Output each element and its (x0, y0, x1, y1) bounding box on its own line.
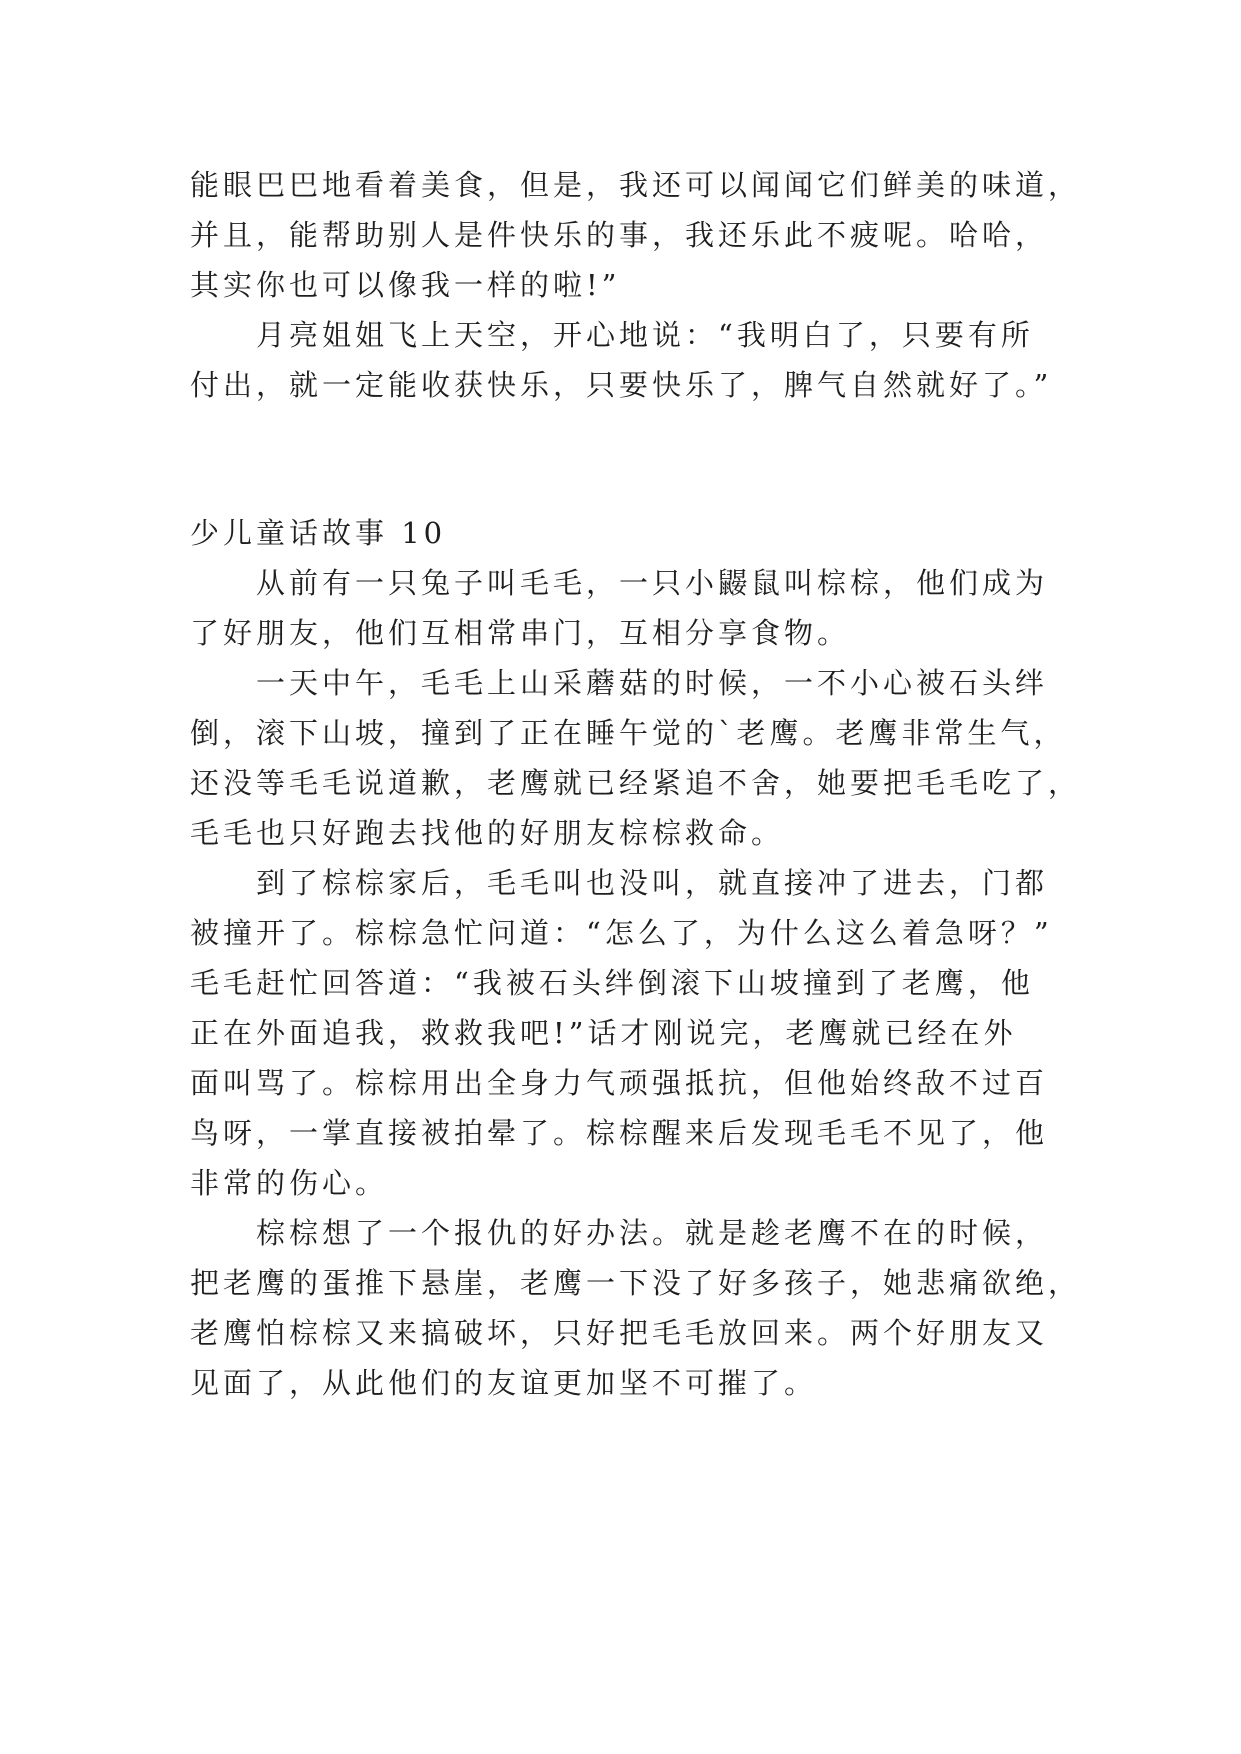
text-line: 老鹰怕棕棕又来搞破坏，只好把毛毛放回来。两个好朋友又 (190, 1316, 1049, 1350)
text-line: 付出，就一定能收获快乐，只要快乐了，脾气自然就好了。” (190, 368, 1053, 402)
story-body (190, 558, 1082, 1408)
text-line: 倒，滚下山坡，撞到了正在睡午觉的`老鹰。老鹰非常生气， (190, 716, 1067, 750)
text-line: 还没等毛毛说道歉，老鹰就已经紧追不舍，她要把毛毛吃了， (190, 766, 1082, 800)
text-line: 面叫骂了。棕棕用出全身力气顽强抵抗，但他始终敌不过百 (190, 1066, 1049, 1100)
text-line: 月亮姐姐飞上天空，开心地说：“我明白了，只要有所 (190, 318, 1034, 352)
text-line: 能眼巴巴地看着美食，但是，我还可以闻闻它们鲜美的味道， (190, 168, 1082, 202)
text-line: 从前有一只兔子叫毛毛，一只小鼹鼠叫棕棕，他们成为 (190, 566, 1049, 600)
text-line: 到了棕棕家后，毛毛叫也没叫，就直接冲了进去，门都 (190, 866, 1049, 900)
text-line: 正在外面追我，救救我吧!”话才刚说完，老鹰就已经在外 (190, 1016, 1017, 1050)
text-line: 毛毛赶忙回答道：“我被石头绊倒滚下山坡撞到了老鹰，他 (190, 966, 1034, 1000)
text-line: 了好朋友，他们互相常串门，互相分享食物。 (190, 616, 851, 650)
text-line: 毛毛也只好跑去找他的好朋友棕棕救命。 (190, 816, 785, 850)
text-line: 被撞开了。棕棕急忙问道：“怎么了，为什么这么着急呀？” (190, 916, 1053, 950)
text-line: 并且，能帮助别人是件快乐的事，我还乐此不疲呢。哈哈， (190, 218, 1049, 252)
text-line: 见面了，从此他们的友谊更加坚不可摧了。 (190, 1366, 818, 1400)
text-line: 把老鹰的蛋推下悬崖，老鹰一下没了好多孩子，她悲痛欲绝， (190, 1266, 1082, 1300)
previous-story-ending (190, 160, 1082, 410)
text-line: 其实你也可以像我一样的啦!” (190, 268, 621, 302)
story-section (190, 508, 1082, 1408)
text-line: 一天中午，毛毛上山采蘑菇的时候，一不小心被石头绊 (190, 666, 1049, 700)
text-line: 棕棕想了一个报仇的好办法。就是趁老鹰不在的时候， (190, 1216, 1049, 1250)
text-line: 非常的伤心。 (190, 1166, 389, 1200)
text-line: 鸟呀，一掌直接被拍晕了。棕棕醒来后发现毛毛不见了，他 (190, 1116, 1049, 1150)
story-title: 少儿童话故事 10 (190, 516, 447, 550)
